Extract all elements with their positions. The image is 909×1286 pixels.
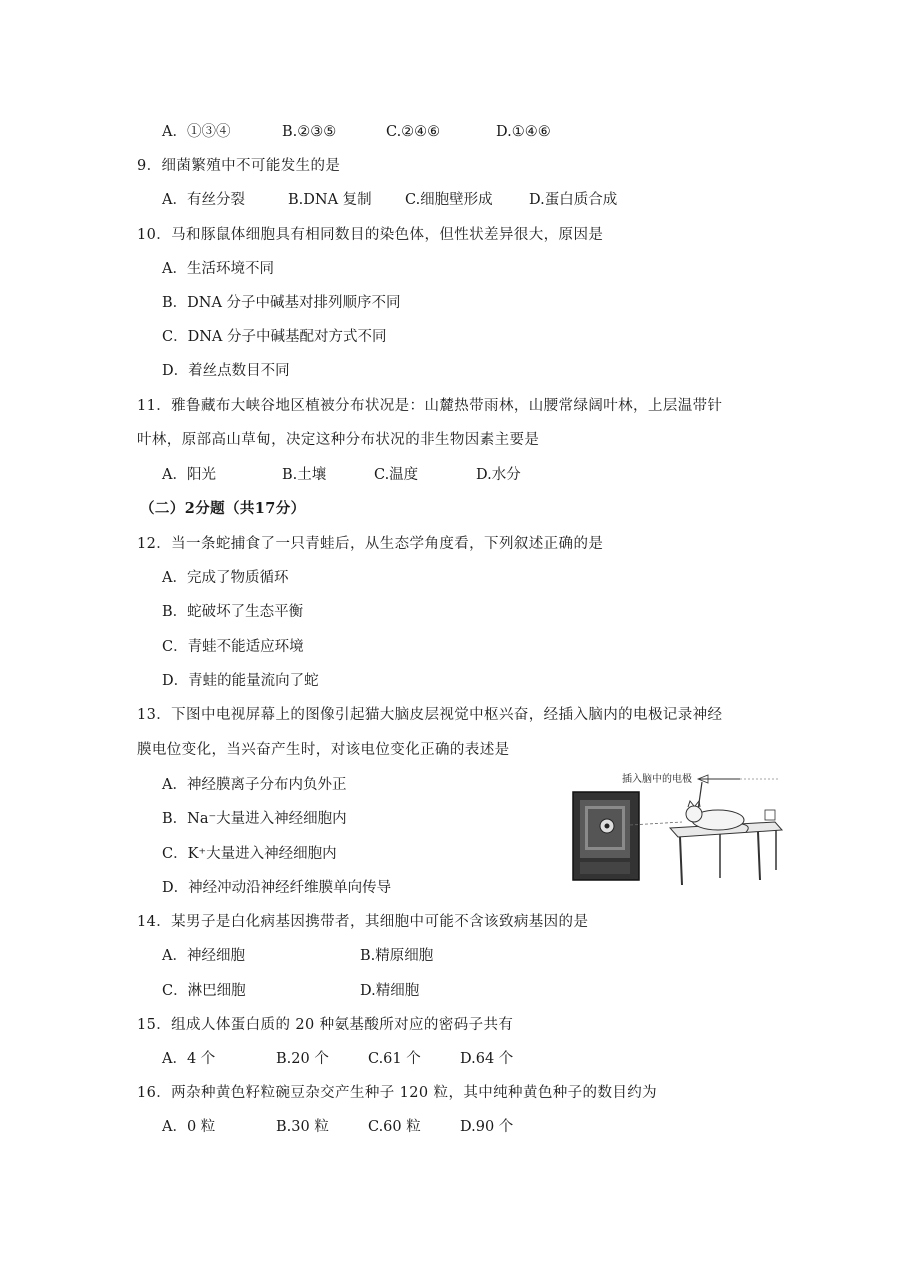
q10-option-a: A．生活环境不同 (162, 261, 274, 277)
q9-option-b: B.DNA 复制 (288, 192, 372, 208)
q16-option-c: C.60 粒 (368, 1119, 421, 1135)
q9-option-a: A．有丝分裂 (162, 192, 245, 208)
q10-stem: 10．马和豚鼠体细胞具有相同数目的染色体，但性状差异很大，原因是 (137, 227, 604, 243)
q14-option-d: D.精细胞 (360, 983, 420, 999)
q13-stem-line2: 膜电位变化，当兴奋产生时，对该电位变化正确的表述是 (137, 742, 510, 758)
experiment-illustration (570, 770, 785, 888)
q15-option-c: C.61 个 (368, 1051, 421, 1067)
q16-option-d: D.90 个 (460, 1119, 514, 1135)
q12-option-a: A．完成了物质循环 (162, 570, 289, 586)
q8-option-d: D.①④⑥ (496, 124, 551, 140)
q16-option-b: B.30 粒 (276, 1119, 329, 1135)
q13-option-a: A．神经膜离子分布内负外正 (162, 777, 347, 793)
q14-option-a: A．神经细胞 (162, 948, 245, 964)
q9-stem: 9．细菌繁殖中不可能发生的是 (137, 158, 341, 174)
q8-option-c: C.②④⑥ (386, 124, 441, 140)
q10-option-d: D．着丝点数目不同 (162, 363, 290, 379)
q15-option-a: A．4 个 (162, 1051, 216, 1067)
q13-option-d: D．神经冲动沿神经纤维膜单向传导 (162, 880, 392, 896)
q15-option-d: D.64 个 (460, 1051, 514, 1067)
section-heading: （二）2分题（共17分） (140, 500, 306, 517)
q11-stem-line1: 11．雅鲁藏布大峡谷地区植被分布状况是：山麓热带雨林，山腰常绿阔叶林，上层温带针 (137, 398, 723, 414)
q11-option-c: C.温度 (374, 467, 419, 483)
q14-option-b: B.精原细胞 (360, 948, 434, 964)
q16-stem: 16．两杂种黄色籽粒碗豆杂交产生种子 120 粒，其中纯种黄色种子的数目约为 (137, 1085, 658, 1101)
q13-stem-line1: 13．下图中电视屏幕上的图像引起猫大脑皮层视觉中枢兴奋，经插入脑内的电极记录神经 (137, 707, 723, 723)
q10-option-c: C．DNA 分子中碱基配对方式不同 (162, 329, 387, 345)
q9-option-d: D.蛋白质合成 (529, 192, 618, 208)
q11-option-d: D.水分 (476, 467, 521, 483)
q12-option-b: B．蛇破坏了生态平衡 (162, 604, 304, 620)
q11-option-a: A．阳光 (162, 467, 216, 483)
q12-stem: 12．当一条蛇捕食了一只青蛙后，从生态学角度看，下列叙述正确的是 (137, 536, 604, 552)
q10-option-b: B．DNA 分子中碱基对排列顺序不同 (162, 295, 401, 311)
q13-option-b: B．Na⁻大量进入神经细胞内 (162, 811, 347, 827)
q11-stem-line2: 叶林，原部高山草甸，决定这种分布状况的非生物因素主要是 (137, 432, 540, 448)
q11-option-b: B.土壤 (282, 467, 327, 483)
q9-option-c: C.细胞壁形成 (405, 192, 493, 208)
electrode-label: 插入脑中的电极 (622, 774, 692, 785)
cat-tv-experiment-figure (570, 770, 785, 888)
q15-option-b: B.20 个 (276, 1051, 329, 1067)
q16-option-a: A．0 粒 (162, 1119, 216, 1135)
q14-option-c: C．淋巴细胞 (162, 983, 246, 999)
q8-option-a: A．①③④ (162, 124, 231, 140)
q13-option-c: C．K⁺大量进入神经细胞内 (162, 846, 337, 862)
q12-option-c: C．青蛙不能适应环境 (162, 639, 304, 655)
q8-option-b: B.②③⑤ (282, 124, 337, 140)
q15-stem: 15．组成人体蛋白质的 20 种氨基酸所对应的密码子共有 (137, 1017, 514, 1033)
q12-option-d: D．青蛙的能量流向了蛇 (162, 673, 319, 689)
q14-stem: 14．某男子是白化病基因携带者，其细胞中可能不含该致病基因的是 (137, 914, 589, 930)
